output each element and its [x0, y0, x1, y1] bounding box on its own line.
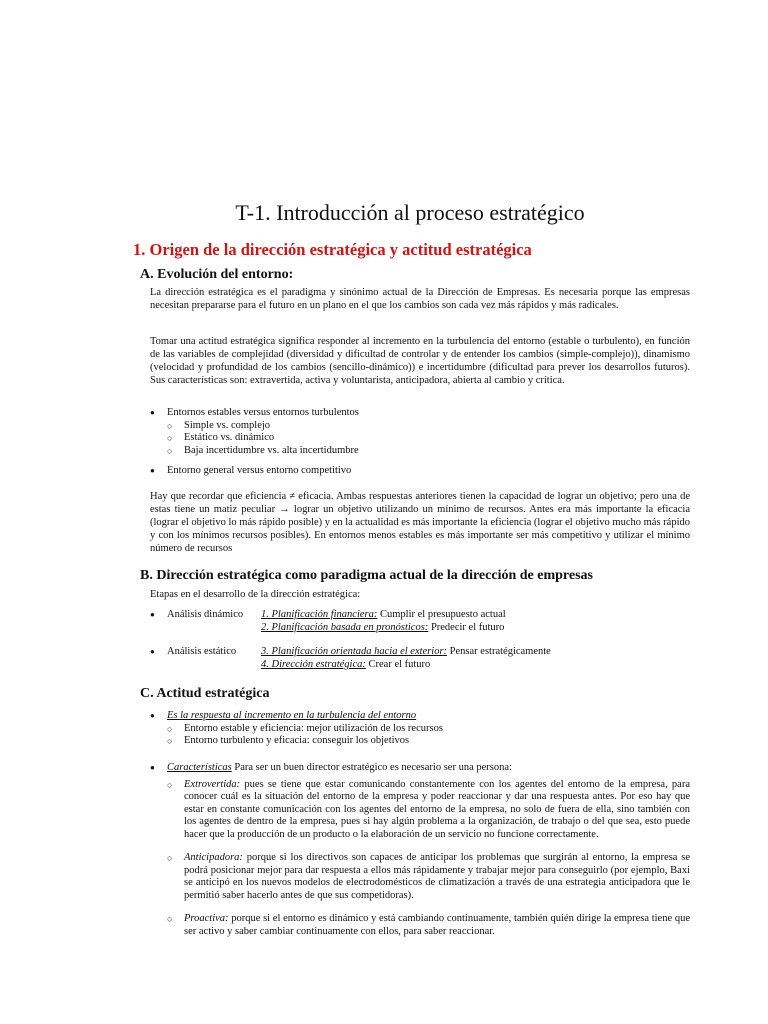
list-item	[150, 609, 690, 634]
stage-items	[261, 609, 506, 634]
sub-list-item	[167, 852, 690, 902]
stage-name: 3. Planificación orientada hacia el exterior:	[261, 646, 448, 657]
trait-name: Anticipadora:	[184, 852, 243, 863]
paragraph-a2: Tomar una actitud estratégica significa responder al incremento en la turbulencia del entorno (estable o turbulento), en función de las variables de complejidad (diversidad y dificultad de controlar y de entender los cambios (simple-complejo)), dinamismo (velocidad y profundidad de los cambios (sencillo-dinámico)) e incertidumbre (dificultad para prever los desarrollos futuros). Sus características son: extravertida, activa y voluntarista, anticipadora, abierta al cambio y crítica.	[150, 336, 690, 386]
sub-list-item	[167, 913, 690, 938]
trait-text: porque si el entorno es dinámico y está cambiando continuamente, también quién dirige la empresa tiene que ser activo y saber cambiar continuamente con ellos, para saber reaccionar.	[184, 913, 690, 937]
stage-name: 4. Dirección estratégica:	[261, 658, 366, 670]
stage-name: 1. Planificación financiera:	[261, 609, 378, 620]
paragraph-b-intro: Etapas en el desarrollo de la dirección estratégica:	[150, 589, 361, 600]
bullet-list-c1	[150, 710, 690, 748]
list-item-lead: Características	[167, 762, 232, 773]
paragraph-a3: Hay que recordar que eficiencia ≠ eficacia. Ambas respuestas anteriores tienen la capacidad de lograr un objetivo; pero una de estas tiene un matiz peculiar → lograr un objetivo utilizando un mínimo de recursos. Antes era más importante la eficacia (lograr el objetivo lo más rápido posible) y en la actualidad es más importante la eficiencia (lograr el objetivo mucho más rápido y con los mínimos recursos posibles). En entornos menos estables es más importante ser más competitivo y utilizar el mínimo número de recursos	[150, 491, 690, 554]
trait-name: Extrovertida:	[184, 778, 241, 790]
stage-label: ● Análisis estático	[167, 646, 237, 657]
heading-b: B. Dirección estratégica como paradigma actual de la dirección de empresas	[140, 568, 593, 583]
sub-list	[167, 723, 690, 748]
sub-list-item: ○ Entorno turbulento y eficacia: conseguir los objetivos	[167, 735, 690, 748]
paragraph-a1: La dirección estratégica es el paradigma y sinónimo actual de la Dirección de Empresas. Es necesaria porque las empresas necesitan prepararse para el futuro en un plano en el que los cambios son cada vez más rápidos y más radicales.	[150, 287, 690, 311]
stage-label: ● Análisis dinámico	[167, 609, 244, 620]
trait-text: pues se tiene que estar comunicando constantemente con los agentes del entorno de la empresa, para conocer cuál es la situación del entorno de la empresa y poder reaccionar y dar una respuesta antes. Por eso hay que estar en constante comunicación con los agentes del entorno de la empresa, no solo de fuera de ella, sino también con los agentes de dentro de la empresa, pues si hay algún problema a la organización, de trabajo o del que sea, esto puede hacer que la producción de un producto o la elaboración de un servicio no funcione correctamente.	[184, 778, 690, 840]
sub-list	[167, 779, 690, 939]
sub-list-item: ○ Baja incertidumbre vs. alta incertidumbre	[167, 445, 690, 458]
list-item	[150, 762, 690, 938]
stage-items	[261, 646, 551, 671]
sub-list-item	[167, 779, 690, 842]
list-item	[150, 646, 690, 671]
stage-group-static	[167, 646, 690, 671]
list-item-label: Es la respuesta al incremento en la turbulencia del entorno	[167, 710, 417, 721]
stage-desc: Crear el futuro	[365, 658, 431, 670]
document-title: T-1. Introducción al proceso estratégico	[235, 200, 585, 225]
sub-list-item: ○ Estático vs. dinámico	[167, 432, 690, 445]
stage-desc: Predecir el futuro	[428, 621, 505, 633]
list-item-label: Entornos estables versus entornos turbulentos	[167, 407, 359, 418]
stages-list	[150, 609, 690, 671]
stage-group-dynamic	[167, 609, 690, 634]
heading-c: C. Actitud estratégica	[140, 686, 270, 701]
sub-list-item: ○ Simple vs. complejo	[167, 420, 690, 433]
list-item: ● Entorno general versus entorno competitivo	[150, 465, 690, 478]
stage-desc: Cumplir el presupuesto actual	[377, 609, 506, 620]
sub-list	[167, 420, 690, 458]
bullet-list-a1	[150, 407, 690, 457]
section-heading-1: 1. Origen de la dirección estratégica y actitud estratégica	[133, 240, 532, 259]
stage-desc: Pensar estratégicamente	[447, 646, 551, 657]
stage-name: 2. Planificación basada en pronósticos:	[261, 621, 429, 633]
trait-text: porque si los directivos son capaces de anticipar los problemas que surgirán al entorno, la empresa se podrá posicionar mejor para dar respuesta a ellos más rápidamente y trabajar mejor para conseguirlo (por ejemplo, Baxi se anticipó en los nuevos modelos de electrodomésticos de climatización a través de una estrategia anticipadora que le permitió saber hacerlo antes de que sus competidoras).	[184, 852, 690, 901]
list-item	[150, 407, 690, 457]
list-item-label: Para ser un buen director estratégico es necesario ser una persona:	[231, 762, 512, 773]
bullet-list-c2	[150, 762, 690, 938]
bullet-list-a2	[150, 465, 690, 478]
list-item	[150, 710, 690, 748]
sub-list-item: ○ Entorno estable y eficiencia: mejor utilización de los recursos	[167, 723, 690, 736]
heading-a: A. Evolución del entorno:	[140, 267, 294, 282]
trait-name: Proactiva:	[184, 913, 229, 924]
